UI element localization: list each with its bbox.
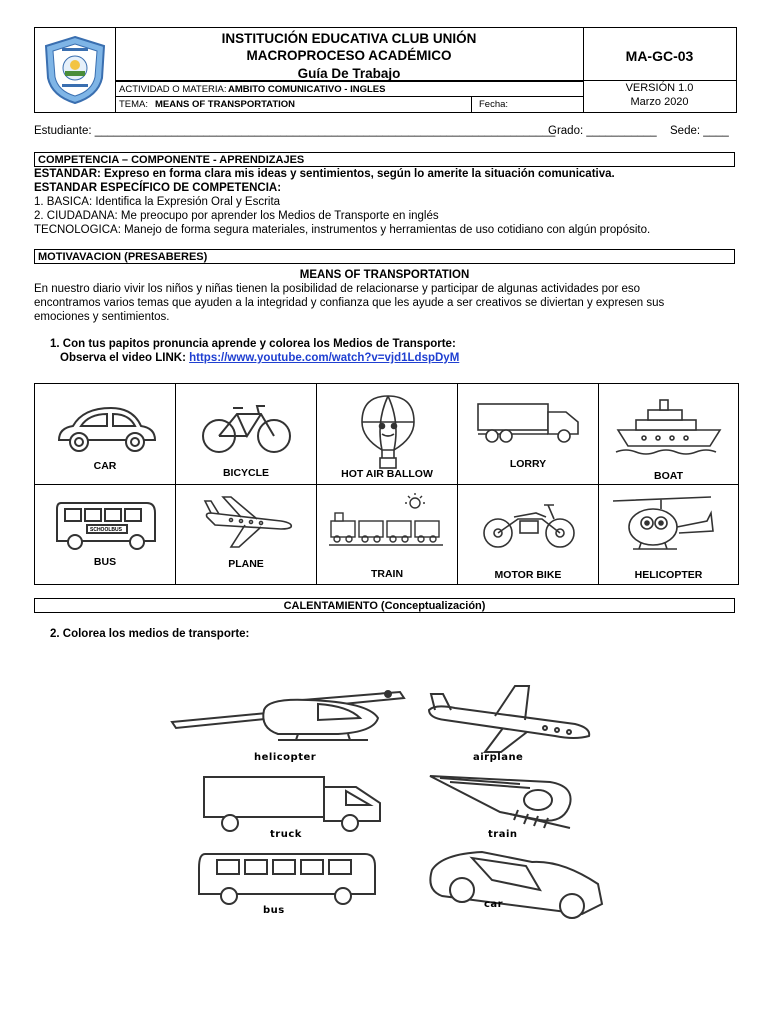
coloring-airplane-icon — [425, 684, 595, 754]
institution-name: INSTITUCIÓN EDUCATIVA CLUB UNIÓN — [221, 31, 477, 46]
bus-icon — [51, 495, 161, 553]
guide-title: Guía De Trabajo — [297, 66, 401, 81]
document-date: Marzo 2020 — [630, 96, 689, 108]
car-icon — [51, 398, 161, 458]
boat-icon — [614, 396, 724, 456]
coloring-car-icon — [422, 840, 612, 920]
document-header — [34, 27, 737, 113]
logo-cell — [35, 28, 116, 112]
vehicle-cell-motorbike — [458, 485, 599, 584]
school-bus-sign: SCHOOLBUS — [90, 527, 122, 533]
plane-icon — [201, 493, 296, 553]
activity-row — [115, 81, 583, 97]
date-label: Fecha: — [479, 99, 509, 110]
header-right — [583, 28, 736, 112]
coloring-label-airplane: airplane — [473, 752, 524, 763]
vehicle-cell-bicycle — [176, 384, 317, 485]
means-heading: MEANS OF TRANSPORTATION — [299, 269, 470, 281]
competencia-line-4: 2. CIUDADANA: Me preocupo por aprender los Medios de Transporte en inglés — [34, 210, 439, 222]
motivacion-title: MOTIVAVACION (PRESABERES) — [34, 249, 735, 264]
activity-value: AMBITO COMUNICATIVO - INGLES — [228, 84, 386, 95]
vehicle-cell-train — [317, 485, 458, 584]
macroprocess-title: MACROPROCESO ACADÉMICO — [246, 48, 452, 63]
vehicle-cell-boat — [599, 384, 738, 485]
coloring-helicopter-icon — [168, 688, 408, 748]
school-shield-logo-icon — [40, 34, 110, 106]
topic-value: MEANS OF TRANSPORTATION — [155, 99, 296, 110]
sede-field[interactable]: Sede: ____ — [670, 125, 729, 137]
instruction-2: 2. Colorea los medios de transporte: — [50, 628, 250, 640]
document-code: MA-GC-03 — [625, 48, 694, 64]
coloring-truck-icon — [200, 773, 385, 833]
vehicle-cell-lorry — [458, 384, 599, 485]
activity-label: ACTIVIDAD O MATERIA: — [119, 84, 227, 95]
vehicles-grid — [34, 383, 739, 585]
video-label: Observa el video LINK: — [60, 352, 190, 364]
label-helicopter: HELICOPTER — [634, 569, 703, 581]
vehicle-cell-bus — [35, 485, 176, 584]
vehicle-cell-plane — [176, 485, 317, 584]
label-balloon: HOT AIR BALLOW — [341, 468, 433, 480]
motivacion-paragraph-2: encontramos varios temas que ayuden a la integridad y confianza que les ayude a ser creativos se diviertan y expresen sus — [34, 297, 665, 309]
label-plane: PLANE — [228, 558, 264, 570]
video-line — [60, 352, 459, 364]
label-car: CAR — [93, 460, 117, 472]
competencia-title: COMPETENCIA – COMPONENTE - APRENDIZAJES — [34, 152, 735, 167]
hot-air-balloon-icon — [358, 392, 418, 472]
competencia-line-5: TECNOLOGICA: Manejo de forma segura materiales, instrumentos y herramientas de uso cotidiano con algún propósito. — [34, 224, 651, 236]
label-bicycle: BICYCLE — [222, 467, 270, 479]
bicycle-icon — [199, 396, 294, 456]
coloring-label-truck: truck — [270, 829, 302, 840]
competencia-line-2: ESTANDAR ESPECÍFICO DE COMPETENCIA: — [34, 182, 282, 194]
competencia-line-1: ESTANDAR: Expreso en forma clara mis ideas y sentimientos, según lo amerite la situación comunicativa. — [34, 168, 615, 180]
coloring-label-helicopter: helicopter — [254, 752, 317, 763]
calentamiento-title: CALENTAMIENTO (Conceptualización) — [34, 598, 735, 613]
motivacion-paragraph-3: emociones y sentimientos. — [34, 311, 170, 323]
label-bus: BUS — [93, 556, 117, 568]
label-motorbike: MOTOR BIKE — [494, 569, 562, 581]
motivacion-paragraph-1: En nuestro diario vivir los niños y niñas tienen la posibilidad de relacionarse y participar de algunas actividades por eso — [34, 283, 641, 295]
vehicle-cell-car — [35, 384, 176, 485]
student-field[interactable]: Estudiante: ________________________________________________________________________ — [34, 125, 556, 137]
video-link[interactable]: https://www.youtube.com/watch?v=vjd1LdspDyM — [189, 352, 460, 364]
train-icon — [327, 491, 447, 551]
vehicle-cell-helicopter — [599, 485, 738, 584]
motorbike-icon — [480, 495, 580, 551]
coloring-bus-icon — [195, 850, 380, 906]
student-line — [34, 125, 555, 137]
lorry-icon — [474, 400, 584, 444]
topic-label: TEMA: — [119, 99, 149, 110]
grade-field[interactable]: Grado: ___________ — [548, 125, 657, 137]
coloring-label-bus: bus — [263, 905, 285, 916]
coloring-train-icon — [420, 764, 580, 834]
competencia-line-3: 1. BASICA: Identifica la Expresión Oral y Escrita — [34, 196, 281, 208]
coloring-label-train: train — [488, 829, 518, 840]
coloring-label-car: car — [484, 899, 504, 910]
topic-row — [115, 96, 583, 112]
helicopter-icon — [607, 491, 717, 563]
header-center — [115, 28, 584, 112]
document-version: VERSIÓN 1.0 — [625, 82, 694, 94]
label-lorry: LORRY — [509, 458, 547, 470]
label-train: TRAIN — [370, 568, 404, 580]
instruction-1: 1. Con tus papitos pronuncia aprende y colorea los Medios de Transporte: — [50, 338, 456, 350]
label-boat: BOAT — [654, 470, 683, 482]
vehicle-cell-balloon — [317, 384, 458, 485]
